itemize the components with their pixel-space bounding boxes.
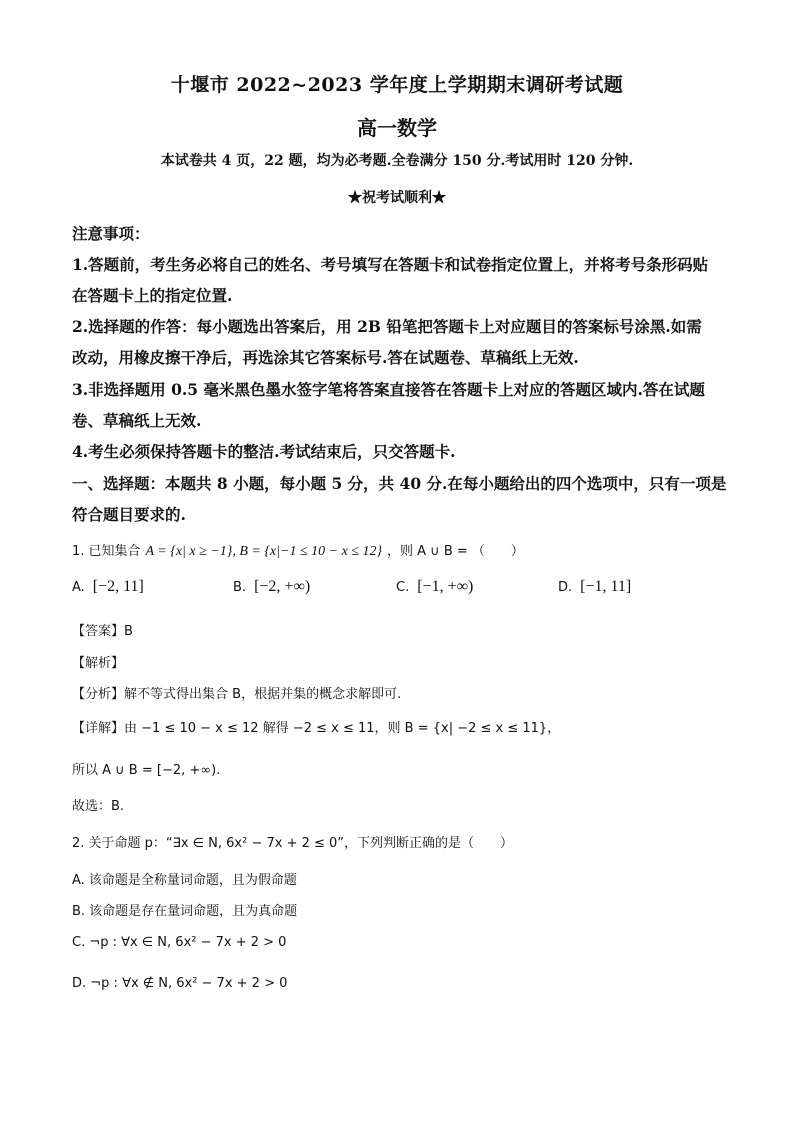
section-1-heading-line-1: 一、选择题：本题共 8 小题，每小题 5 分，共 40 分.在每小题给出的四个选项中，只有一项是 xyxy=(72,474,727,493)
option-a-label: A. xyxy=(72,580,85,595)
choice-line: 故选：B. xyxy=(72,799,125,814)
note-1-line-1: 1.答题前，考生务必将自己的姓名、考号填写在答题卡和试卷指定位置上，并将考号条形码贴 xyxy=(72,255,709,274)
answer-tag: 【答案】 xyxy=(72,624,125,639)
question-1-prefix: 1. 已知集合 xyxy=(72,544,141,559)
question-1-option-a xyxy=(72,578,144,596)
option-c-label: C. xyxy=(396,580,410,595)
detail-tag: 【详解】 xyxy=(72,721,125,736)
question-1-stem xyxy=(72,540,524,560)
subject-title: 高一数学 xyxy=(357,116,437,140)
analysis-tag: 【解析】 xyxy=(72,656,125,671)
note-4: 4.考生必须保持答题卡的整洁.考试结束后，只交答题卡. xyxy=(72,442,456,461)
note-3-line-1: 3.非选择题用 0.5 毫米黑色墨水签字笔将答案直接答在答题卡上对应的答题区域内.答在试题 xyxy=(72,380,705,399)
fenxi-line xyxy=(72,683,401,702)
question-1-option-c xyxy=(396,578,473,596)
option-d-value: [−1, 11] xyxy=(580,578,632,595)
good-luck-line: ★祝考试顺利★ xyxy=(348,190,446,206)
option-c-value: [−1, +∞) xyxy=(417,578,474,595)
question-2-option-c: C. ¬p : ∀x ∈ N, 6x² − 7x + 2 > 0 xyxy=(72,935,287,950)
fenxi-tag: 【分析】 xyxy=(72,687,125,702)
conclusion-line: 所以 A ∪ B = [−2, +∞). xyxy=(72,763,221,778)
notes-heading: 注意事项： xyxy=(72,224,150,243)
detail-text: 由 −1 ≤ 10 − x ≤ 12 解得 −2 ≤ x ≤ 11，则 B = {x| −2 ≤ x ≤ 11}， xyxy=(124,721,561,736)
question-1-option-b xyxy=(233,578,310,596)
answer-line xyxy=(72,620,133,639)
detail-line xyxy=(72,717,560,736)
question-2-option-d: D. ¬p : ∀x ∉ N, 6x² − 7x + 2 > 0 xyxy=(72,976,288,991)
answer-value: B xyxy=(124,624,133,639)
question-2-option-a: A. 该命题是全称量词命题，且为假命题 xyxy=(72,873,297,888)
note-2-line-1: 2.选择题的作答：每小题选出答案后，用 2B 铅笔把答题卡上对应题目的答案标号涂黑.如需 xyxy=(72,317,702,336)
option-d-label: D. xyxy=(558,580,573,595)
question-2-option-b: B. 该命题是存在量词命题，且为真命题 xyxy=(72,904,298,919)
section-1-heading-line-2: 符合题目要求的. xyxy=(72,505,186,524)
question-1-option-d xyxy=(558,578,631,596)
note-2-line-2: 改动，用橡皮擦干净后，再选涂其它答案标号.答在试题卷、草稿纸上无效. xyxy=(72,348,579,367)
option-a-value: [−2, 11] xyxy=(92,578,144,595)
note-3-line-2: 卷、草稿纸上无效. xyxy=(72,411,202,430)
exam-info: 本试卷共 4 页，22 题，均为必考题.全卷满分 150 分.考试用时 120 分钟. xyxy=(160,153,634,169)
question-1-suffix: ，则 A ∪ B = （ ） xyxy=(387,544,524,559)
note-1-line-2: 在答题卡上的指定位置. xyxy=(72,286,233,305)
exam-title: 十堰市 2022~2023 学年度上学期期末调研考试题 xyxy=(170,74,624,96)
option-b-value: [−2, +∞) xyxy=(254,578,311,595)
fenxi-text: 解不等式得出集合 B，根据并集的概念求解即可. xyxy=(124,687,402,702)
option-b-label: B. xyxy=(233,580,247,595)
question-2-stem: 2. 关于命题 p：“∃x ∈ N, 6x² − 7x + 2 ≤ 0”，下列判断正确的是（ ） xyxy=(72,836,514,851)
question-1-sets: A = {x| x ≥ −1}, B = {x|−1 ≤ 10 − x ≤ 12} xyxy=(145,544,383,559)
